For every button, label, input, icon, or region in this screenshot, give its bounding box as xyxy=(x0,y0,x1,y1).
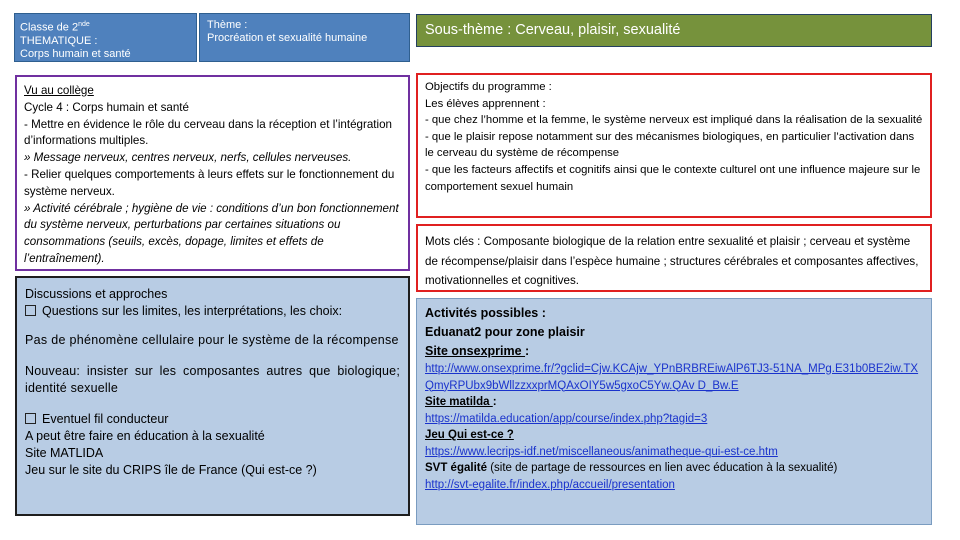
classe-label: Classe de 2 xyxy=(20,21,79,34)
objectifs-title: Objectifs du programme : xyxy=(425,81,552,93)
objectifs-panel xyxy=(416,73,932,218)
theme-label: Thème : xyxy=(207,19,248,31)
jeu-label: Jeu Qui est-ce ? xyxy=(425,429,514,441)
mots-cles-text: Mots clés : Composante biologique de la relation entre sexualité et plaisir ; cerveau et système de récompense/plaisir dans l’espèce humaine ; structures cérébrales et composantes affectives, motivationnelles et cognitives. xyxy=(425,235,919,287)
cycle-label: Cycle 4 : Corps humain et santé xyxy=(24,100,189,114)
vu-college-title: Vu au collège xyxy=(24,84,94,97)
svt-egalite-item xyxy=(425,460,923,477)
thematique-value: Corps humain et santé xyxy=(20,47,131,60)
college-item-2: - Relier quelques comportements à leurs effets sur le fonctionnement du système nerveux. xyxy=(24,167,395,198)
objectif-item-3: - que les facteurs affectifs et cognitifs ainsi que le contexte culturel ont une influence majeure sur le comportement sexuel humain xyxy=(425,163,921,193)
classe-superscript: nde xyxy=(78,21,90,28)
college-item-1-detail: » Message nerveux, centres nerveux, nerfs, cellules nerveuses. xyxy=(24,151,352,165)
objectif-item-2: - que le plaisir repose notamment sur des mécanismes biologiques, en particulier l’activation dans le cerveau du système de récompense xyxy=(425,130,915,160)
question-item xyxy=(25,303,400,320)
activites-panel xyxy=(416,298,932,525)
objectifs-intro: Les élèves apprennent : xyxy=(425,97,546,110)
onsexprime-label: Site onsexprime : xyxy=(425,344,530,358)
objectif-item-1: - que chez l’homme et la femme, le système nerveux est impliqué dans la réalisation de la sexualité xyxy=(425,114,923,127)
crips-link[interactable]: https://www.lecrips-idf.net/miscellaneous/animatheque-qui-est-ce.htm xyxy=(425,445,778,458)
checkbox-icon xyxy=(25,413,36,424)
eduanat-item: Eduanat2 pour zone plaisir xyxy=(425,325,585,339)
thematique-label: THEMATIQUE : xyxy=(20,34,98,47)
discussions-title: Discussions et approches xyxy=(25,287,168,301)
vu-college-panel xyxy=(15,75,410,271)
discussion-para-1: Pas de phénomène cellulaire pour le système de la récompense xyxy=(25,333,399,347)
discussions-panel xyxy=(15,276,410,516)
svt-egalite-desc: (site de partage de ressources en lien avec éducation à la sexualité) xyxy=(487,462,838,474)
question-text: Questions sur les limites, les interprétations, les choix: xyxy=(42,304,343,318)
theme-header xyxy=(199,13,410,62)
fil-conducteur-title xyxy=(25,411,400,428)
fil-line-3: Jeu sur le site du CRIPS île de France (Qui est-ce ?) xyxy=(25,463,317,477)
college-item-1: - Mettre en évidence le rôle du cerveau dans la réception et l’intégration d’informations multiples. xyxy=(24,117,392,148)
sous-theme-bar xyxy=(416,14,932,47)
theme-value: Procréation et sexualité humaine xyxy=(207,32,368,44)
svt-egalite-label: SVT égalité xyxy=(425,462,487,474)
onsexprime-link[interactable]: http://www.onsexprime.fr/?gclid=Cjw.KCAjw_YPnBRBREiwAlP6TJ3-51NA_MPg.E31b0BE2iw.TXQmyRPUbx9bWllzzxxprMQAxOIY5w5gxoC5Yw.QAv D_Bw.E xyxy=(425,363,919,392)
discussion-para-2: Nouveau: insister sur les composantes autres que biologique; identité sexuelle xyxy=(25,364,400,395)
matilda-label: Site matilda : xyxy=(425,396,497,408)
activites-title: Activités possibles : xyxy=(425,306,546,320)
sous-theme-title: Sous-thème : Cerveau, plaisir, sexualité xyxy=(425,22,681,38)
mots-cles-panel xyxy=(416,224,932,292)
classe-header xyxy=(14,13,197,62)
college-item-2-detail: » Activité cérébrale ; hygiène de vie : conditions d’un bon fonctionnement du système nerveux, perturbations par certaines situations ou consommations (seuils, excès, dopage, limites et effets de l’entraînement). xyxy=(24,201,399,265)
fil-line-2: Site MATLIDA xyxy=(25,446,104,460)
checkbox-icon xyxy=(25,305,36,316)
fil-conducteur-text: Eventuel fil conducteur xyxy=(42,412,169,426)
fil-line-1: A peut être faire en éducation à la sexualité xyxy=(25,429,265,443)
svt-egalite-link[interactable]: http://svt-egalite.fr/index.php/accueil/presentation xyxy=(425,478,675,491)
matilda-link[interactable]: https://matilda.education/app/course/index.php?tagid=3 xyxy=(425,412,708,425)
